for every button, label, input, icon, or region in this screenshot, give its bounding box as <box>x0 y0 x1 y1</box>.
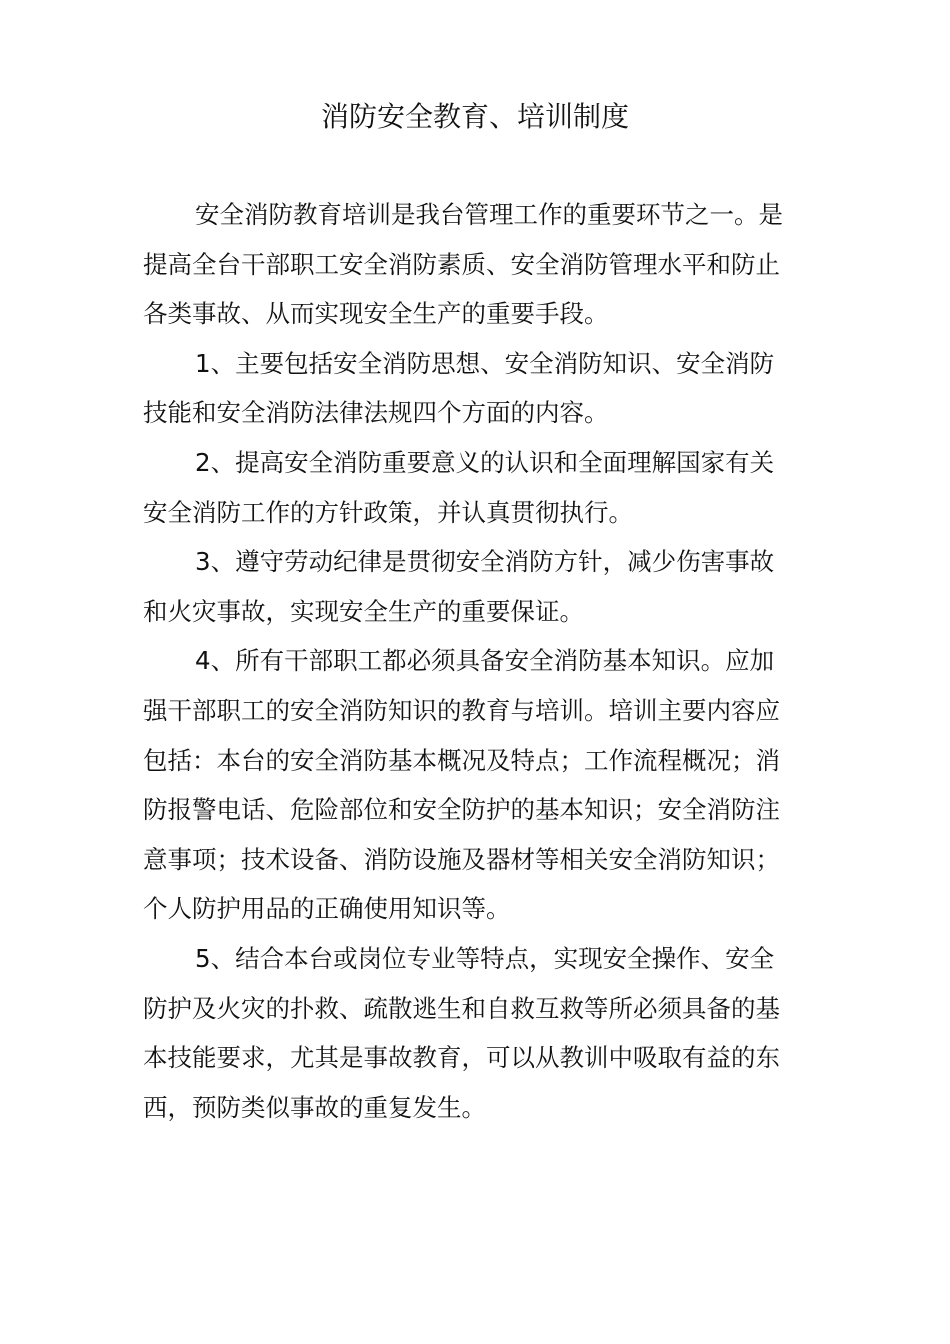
paragraph-line: 5、结合本台或岗位专业等特点，实现安全操作、安全 <box>195 943 775 973</box>
paragraph-line: 技能和安全消防法律法规四个方面的内容。 <box>143 398 609 428</box>
paragraph-line: 4、所有干部职工都必须具备安全消防基本知识。应加 <box>195 646 775 676</box>
paragraph-item-1 <box>143 342 813 441</box>
paragraph-line: 包括：本台的安全消防基本概况及特点；工作流程概况；消 <box>143 745 780 775</box>
paragraph-line: 提高全台干部职工安全消防素质、安全消防管理水平和防止 <box>143 249 780 279</box>
paragraph-line: 防报警电话、危险部位和安全防护的基本知识；安全消防注 <box>143 795 780 825</box>
paragraph-item-2 <box>143 441 813 540</box>
paragraph-line: 各类事故、从而实现安全生产的重要手段。 <box>143 299 609 329</box>
paragraph-line: 个人防护用品的正确使用知识等。 <box>143 894 511 924</box>
paragraph-line: 强干部职工的安全消防知识的教育与培训。培训主要内容应 <box>143 695 780 725</box>
document-title: 消防安全教育、培训制度 <box>320 100 629 133</box>
paragraph-line: 安全消防教育培训是我台管理工作的重要环节之一。是 <box>195 200 783 229</box>
paragraph-line: 1、主要包括安全消防思想、安全消防知识、安全消防 <box>195 348 775 378</box>
paragraph-line: 安全消防工作的方针政策，并认真贯彻执行。 <box>143 497 633 527</box>
paragraph-item-4 <box>143 639 813 937</box>
paragraph-line: 2、提高安全消防重要意义的认识和全面理解国家有关 <box>195 447 775 477</box>
paragraph-line: 防护及火灾的扑救、疏散逃生和自救互救等所必须具备的基 <box>143 993 780 1023</box>
paragraph-item-3 <box>143 540 813 639</box>
paragraph-line: 西，预防类似事故的重复发生。 <box>143 1092 486 1122</box>
paragraph-item-5 <box>143 937 813 1135</box>
paragraph-line: 3、遵守劳动纪律是贯彻安全消防方针，减少伤害事故 <box>195 547 775 577</box>
paragraph-line: 本技能要求，尤其是事故教育，可以从教训中吸取有益的东 <box>143 1043 780 1073</box>
paragraph-line: 意事项；技术设备、消防设施及器材等相关安全消防知识； <box>143 844 780 874</box>
document-body <box>143 193 813 1135</box>
paragraph-intro <box>143 193 813 342</box>
paragraph-line: 和火灾事故，实现安全生产的重要保证。 <box>143 596 584 626</box>
